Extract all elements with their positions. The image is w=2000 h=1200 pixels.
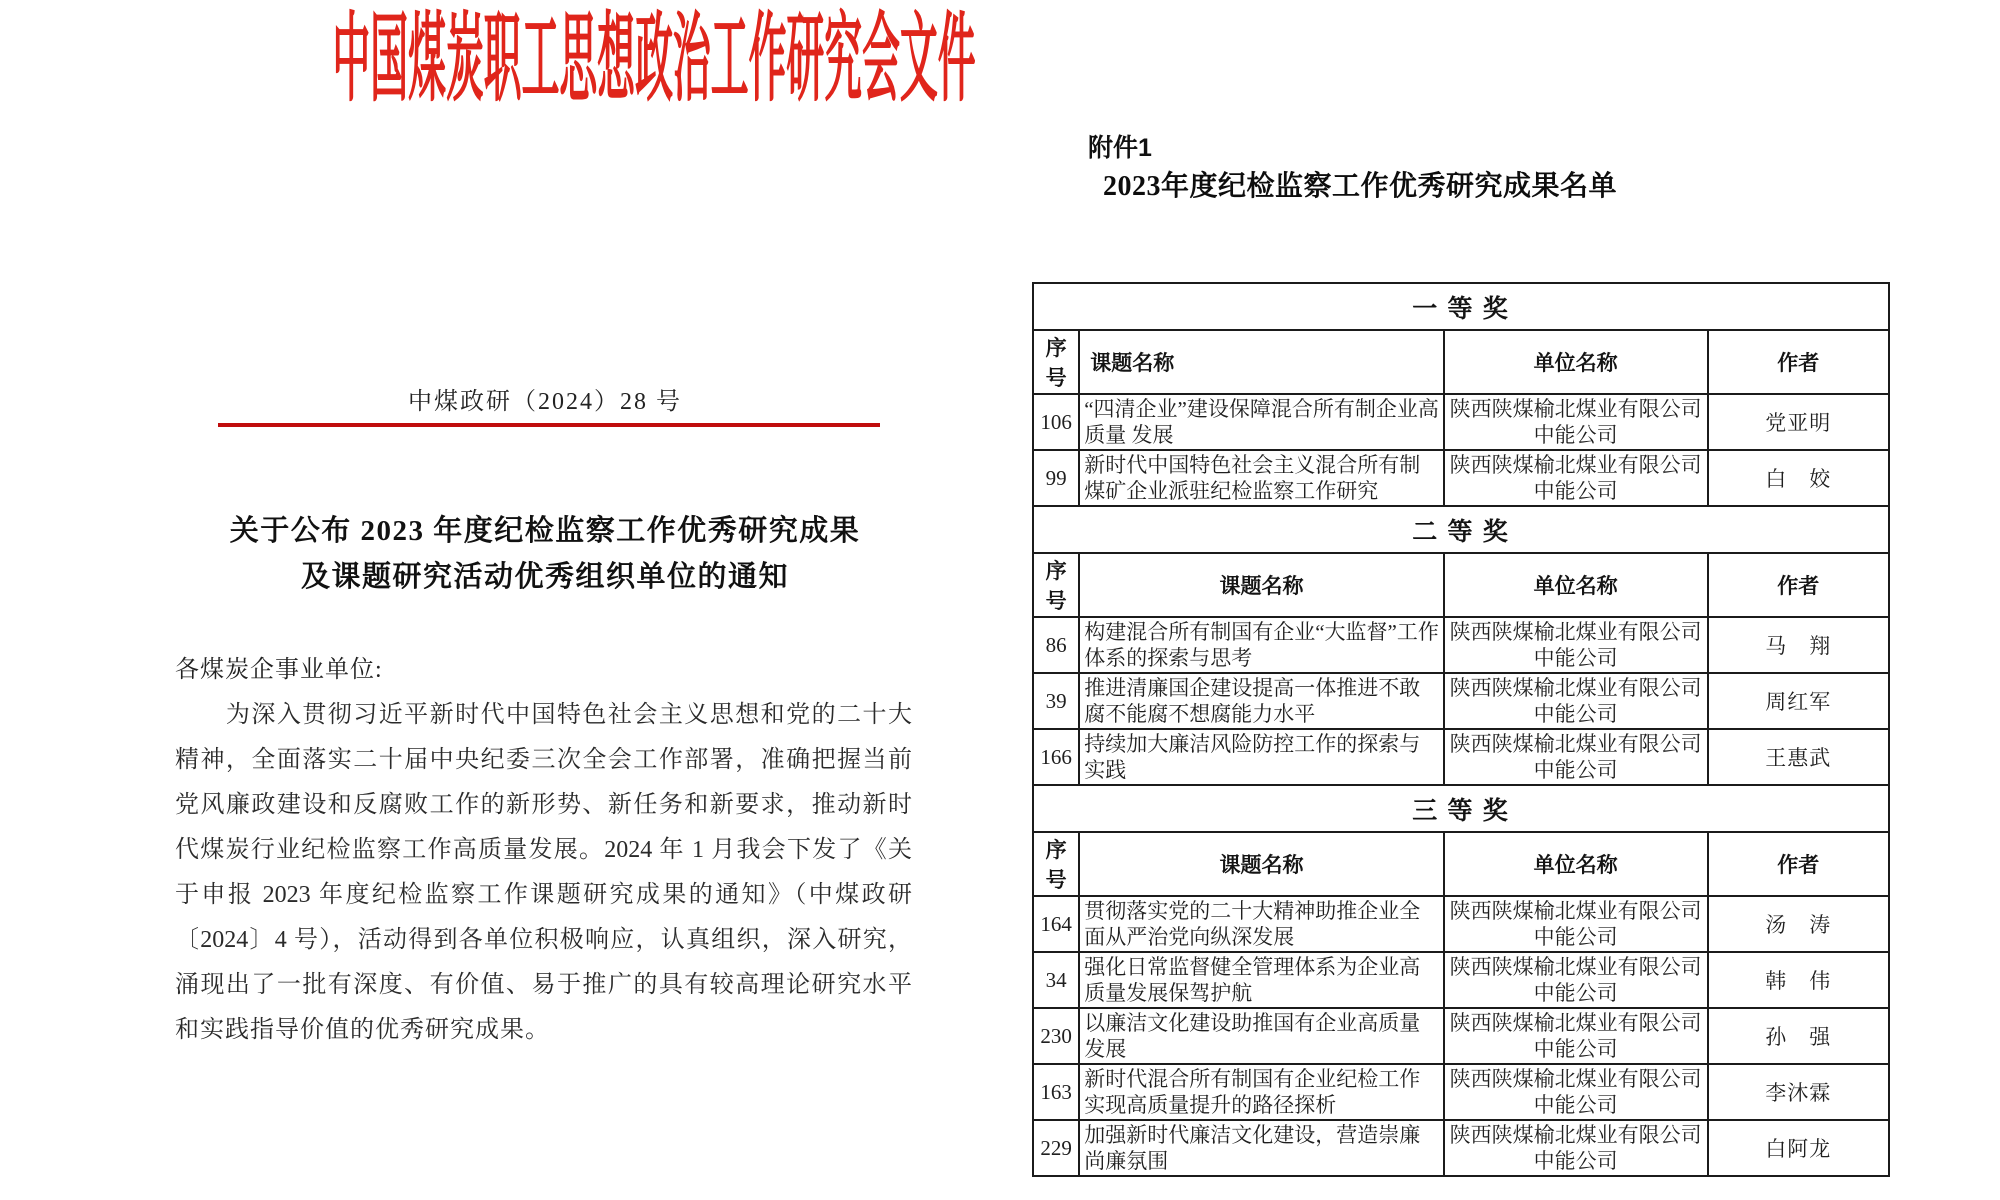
author-cell: 孙 强 <box>1708 1008 1890 1064</box>
serial-cell: 163 <box>1033 1064 1079 1120</box>
column-header: 序号 <box>1033 330 1079 394</box>
column-header: 作者 <box>1708 553 1890 617</box>
serial-cell: 164 <box>1033 896 1079 952</box>
unit-cell: 陕西陕煤榆北煤业有限公司 中能公司 <box>1444 673 1708 729</box>
table-header-row <box>1033 832 1889 896</box>
body-line: 涌现出了一批有深度、有价值、易于推广的具有较高理论研究水平 <box>175 972 912 998</box>
serial-cell: 230 <box>1033 1008 1079 1064</box>
prize-band-row <box>1033 506 1889 553</box>
body-line: 代煤炭行业纪检监察工作高质量发展。2024 年 1 月我会下发了《关 <box>175 837 912 863</box>
topic-cell: 以廉洁文化建设助推国有企业高质量发展 <box>1079 1008 1444 1064</box>
prize-band-row <box>1033 785 1889 832</box>
author-cell: 马 翔 <box>1708 617 1890 673</box>
body-line: 于申报 2023 年度纪检监察工作课题研究成果的通知》（中煤政研 <box>175 882 912 908</box>
author-cell: 李沐霖 <box>1708 1064 1890 1120</box>
awards-table <box>1032 282 1890 1177</box>
author-cell: 韩 伟 <box>1708 952 1890 1008</box>
table-row <box>1033 673 1889 729</box>
author-cell: 党亚明 <box>1708 394 1890 450</box>
body-line: 党风廉政建设和反腐败工作的新形势、新任务和新要求，推动新时 <box>175 792 912 818</box>
attachment-title: 2023年度纪检监察工作优秀研究成果名单 <box>1102 171 1617 202</box>
table-row <box>1033 450 1889 506</box>
serial-cell: 86 <box>1033 617 1079 673</box>
unit-cell: 陕西陕煤榆北煤业有限公司 中能公司 <box>1444 896 1708 952</box>
column-header: 课题名称 <box>1079 553 1444 617</box>
unit-cell: 陕西陕煤榆北煤业有限公司 中能公司 <box>1444 617 1708 673</box>
unit-cell: 陕西陕煤榆北煤业有限公司 中能公司 <box>1444 729 1708 785</box>
document-number: 中煤政研（2024）28 号 <box>408 389 682 415</box>
unit-cell: 陕西陕煤榆北煤业有限公司 中能公司 <box>1444 394 1708 450</box>
prize-band-label: 三 等 奖 <box>1033 785 1889 832</box>
table-row <box>1033 952 1889 1008</box>
author-cell: 白 姣 <box>1708 450 1890 506</box>
column-header: 课题名称 <box>1079 330 1444 394</box>
topic-cell: 加强新时代廉洁文化建设，营造崇廉尚廉氛围 <box>1079 1120 1444 1176</box>
unit-cell: 陕西陕煤榆北煤业有限公司 中能公司 <box>1444 1008 1708 1064</box>
body-line: 〔2024〕4 号），活动得到各单位积极响应，认真组织，深入研究， <box>175 927 912 953</box>
unit-cell: 陕西陕煤榆北煤业有限公司 中能公司 <box>1444 1064 1708 1120</box>
serial-cell: 34 <box>1033 952 1079 1008</box>
table-row <box>1033 896 1889 952</box>
unit-cell: 陕西陕煤榆北煤业有限公司 中能公司 <box>1444 450 1708 506</box>
author-cell: 周红军 <box>1708 673 1890 729</box>
table-row <box>1033 1120 1889 1176</box>
author-cell: 白阿龙 <box>1708 1120 1890 1176</box>
table-header-row <box>1033 553 1889 617</box>
column-header: 作者 <box>1708 832 1890 896</box>
topic-cell: “四清企业”建设保障混合所有制企业高质量 发展 <box>1079 394 1444 450</box>
prize-band-label: 二 等 奖 <box>1033 506 1889 553</box>
letterhead-title: 中国煤炭职工思想政治工作研究会文件 <box>332 6 976 113</box>
topic-cell: 构建混合所有制国有企业“大监督”工作体系的探索与思考 <box>1079 617 1444 673</box>
table-row <box>1033 1008 1889 1064</box>
attachment-label: 附件1 <box>1088 134 1152 162</box>
column-header: 序号 <box>1033 553 1079 617</box>
table-row <box>1033 729 1889 785</box>
column-header: 单位名称 <box>1444 553 1708 617</box>
topic-cell: 持续加大廉洁风险防控工作的探索与实践 <box>1079 729 1444 785</box>
prize-band-row <box>1033 283 1889 330</box>
salutation: 各煤炭企事业单位: <box>175 657 383 683</box>
table-row <box>1033 617 1889 673</box>
column-header: 作者 <box>1708 330 1890 394</box>
topic-cell: 贯彻落实党的二十大精神助推企业全面从严治党向纵深发展 <box>1079 896 1444 952</box>
column-header: 序号 <box>1033 832 1079 896</box>
author-cell: 汤 涛 <box>1708 896 1890 952</box>
serial-cell: 106 <box>1033 394 1079 450</box>
body-line: 和实践指导价值的优秀研究成果。 <box>175 1017 550 1043</box>
column-header: 课题名称 <box>1079 832 1444 896</box>
serial-cell: 229 <box>1033 1120 1079 1176</box>
unit-cell: 陕西陕煤榆北煤业有限公司 中能公司 <box>1444 1120 1708 1176</box>
table-row <box>1033 394 1889 450</box>
table-row <box>1033 1064 1889 1120</box>
serial-cell: 99 <box>1033 450 1079 506</box>
prize-band-label: 一 等 奖 <box>1033 283 1889 330</box>
serial-cell: 39 <box>1033 673 1079 729</box>
column-header: 单位名称 <box>1444 330 1708 394</box>
table-header-row <box>1033 330 1889 394</box>
notice-title-line2: 及课题研究活动优秀组织单位的通知 <box>300 561 789 593</box>
notice-title-line1: 关于公布 2023 年度纪检监察工作优秀研究成果 <box>229 515 861 547</box>
body-line: 为深入贯彻习近平新时代中国特色社会主义思想和党的二十大 <box>175 702 912 728</box>
body-line: 精神，全面落实二十届中央纪委三次全会工作部署，准确把握当前 <box>175 747 912 773</box>
topic-cell: 新时代中国特色社会主义混合所有制煤矿企业派驻纪检监察工作研究 <box>1079 450 1444 506</box>
topic-cell: 新时代混合所有制国有企业纪检工作实现高质量提升的路径探析 <box>1079 1064 1444 1120</box>
topic-cell: 强化日常监督健全管理体系为企业高质量发展保驾护航 <box>1079 952 1444 1008</box>
unit-cell: 陕西陕煤榆北煤业有限公司 中能公司 <box>1444 952 1708 1008</box>
topic-cell: 推进清廉国企建设提高一体推进不敢腐不能腐不想腐能力水平 <box>1079 673 1444 729</box>
serial-cell: 166 <box>1033 729 1079 785</box>
column-header: 单位名称 <box>1444 832 1708 896</box>
author-cell: 王惠武 <box>1708 729 1890 785</box>
